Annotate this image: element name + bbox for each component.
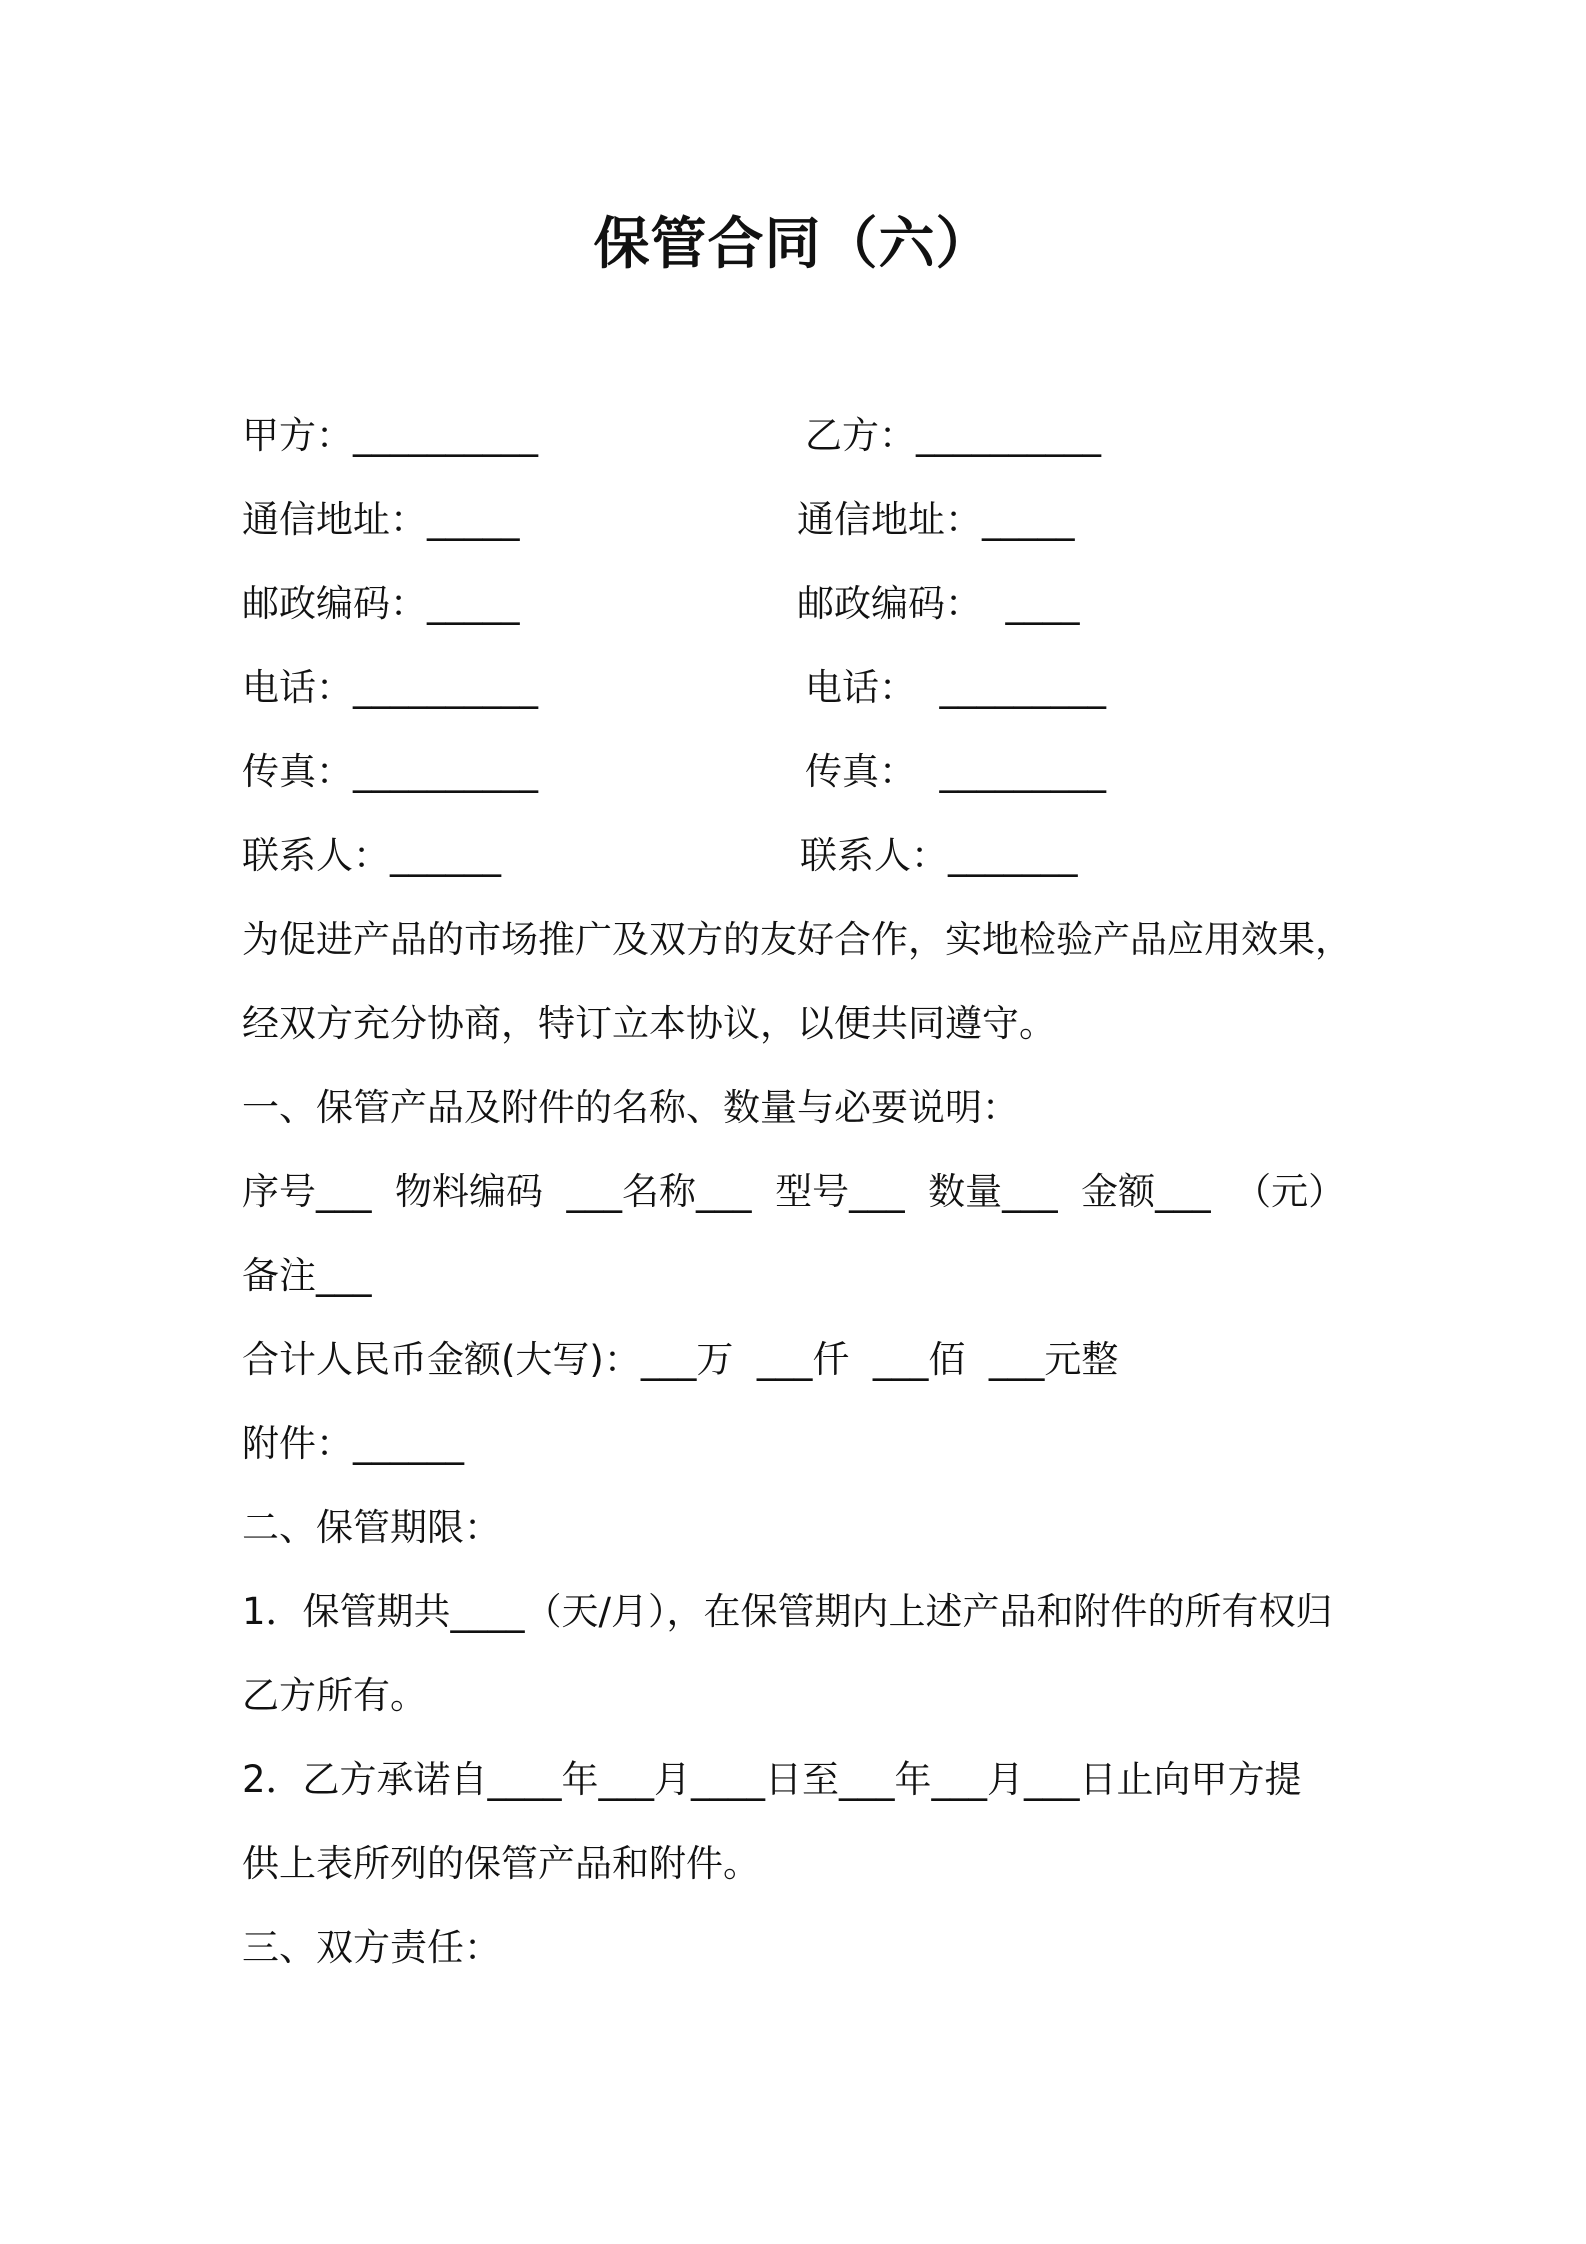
party-b-phone: 电话： _________: [805, 666, 1107, 709]
party-b-fax: 传真： _________: [805, 750, 1107, 793]
party-a-address: 通信地址：_____: [242, 498, 520, 541]
clause-2-1-line-2: 乙方所有。: [242, 1674, 427, 1717]
section-2-heading: 二、保管期限：: [242, 1506, 501, 1549]
section-3-heading: 三、双方责任：: [242, 1926, 501, 1969]
total-amount-line: 合计人民币金额(大写)：___万 ___仟 ___佰 ___元整: [242, 1338, 1119, 1381]
section-1-heading: 一、保管产品及附件的名称、数量与必要说明：: [242, 1086, 1019, 1129]
attachment-line: 附件：______: [242, 1422, 464, 1465]
party-a-postcode: 邮政编码：_____: [242, 582, 520, 625]
intro-line-1: 为促进产品的市场推广及双方的友好合作，实地检验产品应用效果，: [242, 918, 1352, 961]
page-title: 保管合同（六）: [593, 212, 993, 277]
remarks-line: 备注___: [242, 1254, 372, 1297]
clause-2-1-line-1: 1．保管期共____（天/月），在保管期内上述产品和附件的所有权归: [242, 1590, 1333, 1633]
intro-line-2: 经双方充分协商，特订立本协议，以便共同遵守。: [242, 1002, 1056, 1045]
party-b-address: 通信地址：_____: [797, 498, 1075, 541]
party-b-name: 乙方：__________: [805, 414, 1101, 457]
clause-2-2-line-1: 2．乙方承诺自____年___月____日至___年___月___日止向甲方提: [242, 1758, 1302, 1801]
party-b-postcode: 邮政编码： ____: [797, 582, 1080, 625]
party-a-fax: 传真：__________: [242, 750, 538, 793]
product-fields-line: 序号___ 物料编码 ___名称___ 型号___ 数量___ 金额___ （元）: [242, 1170, 1346, 1213]
clause-2-2-line-2: 供上表所列的保管产品和附件。: [242, 1842, 760, 1885]
party-a-phone: 电话：__________: [242, 666, 538, 709]
party-b-contact: 联系人：_______: [800, 834, 1078, 877]
party-a-name: 甲方：__________: [242, 414, 538, 457]
party-a-contact: 联系人：______: [242, 834, 501, 877]
